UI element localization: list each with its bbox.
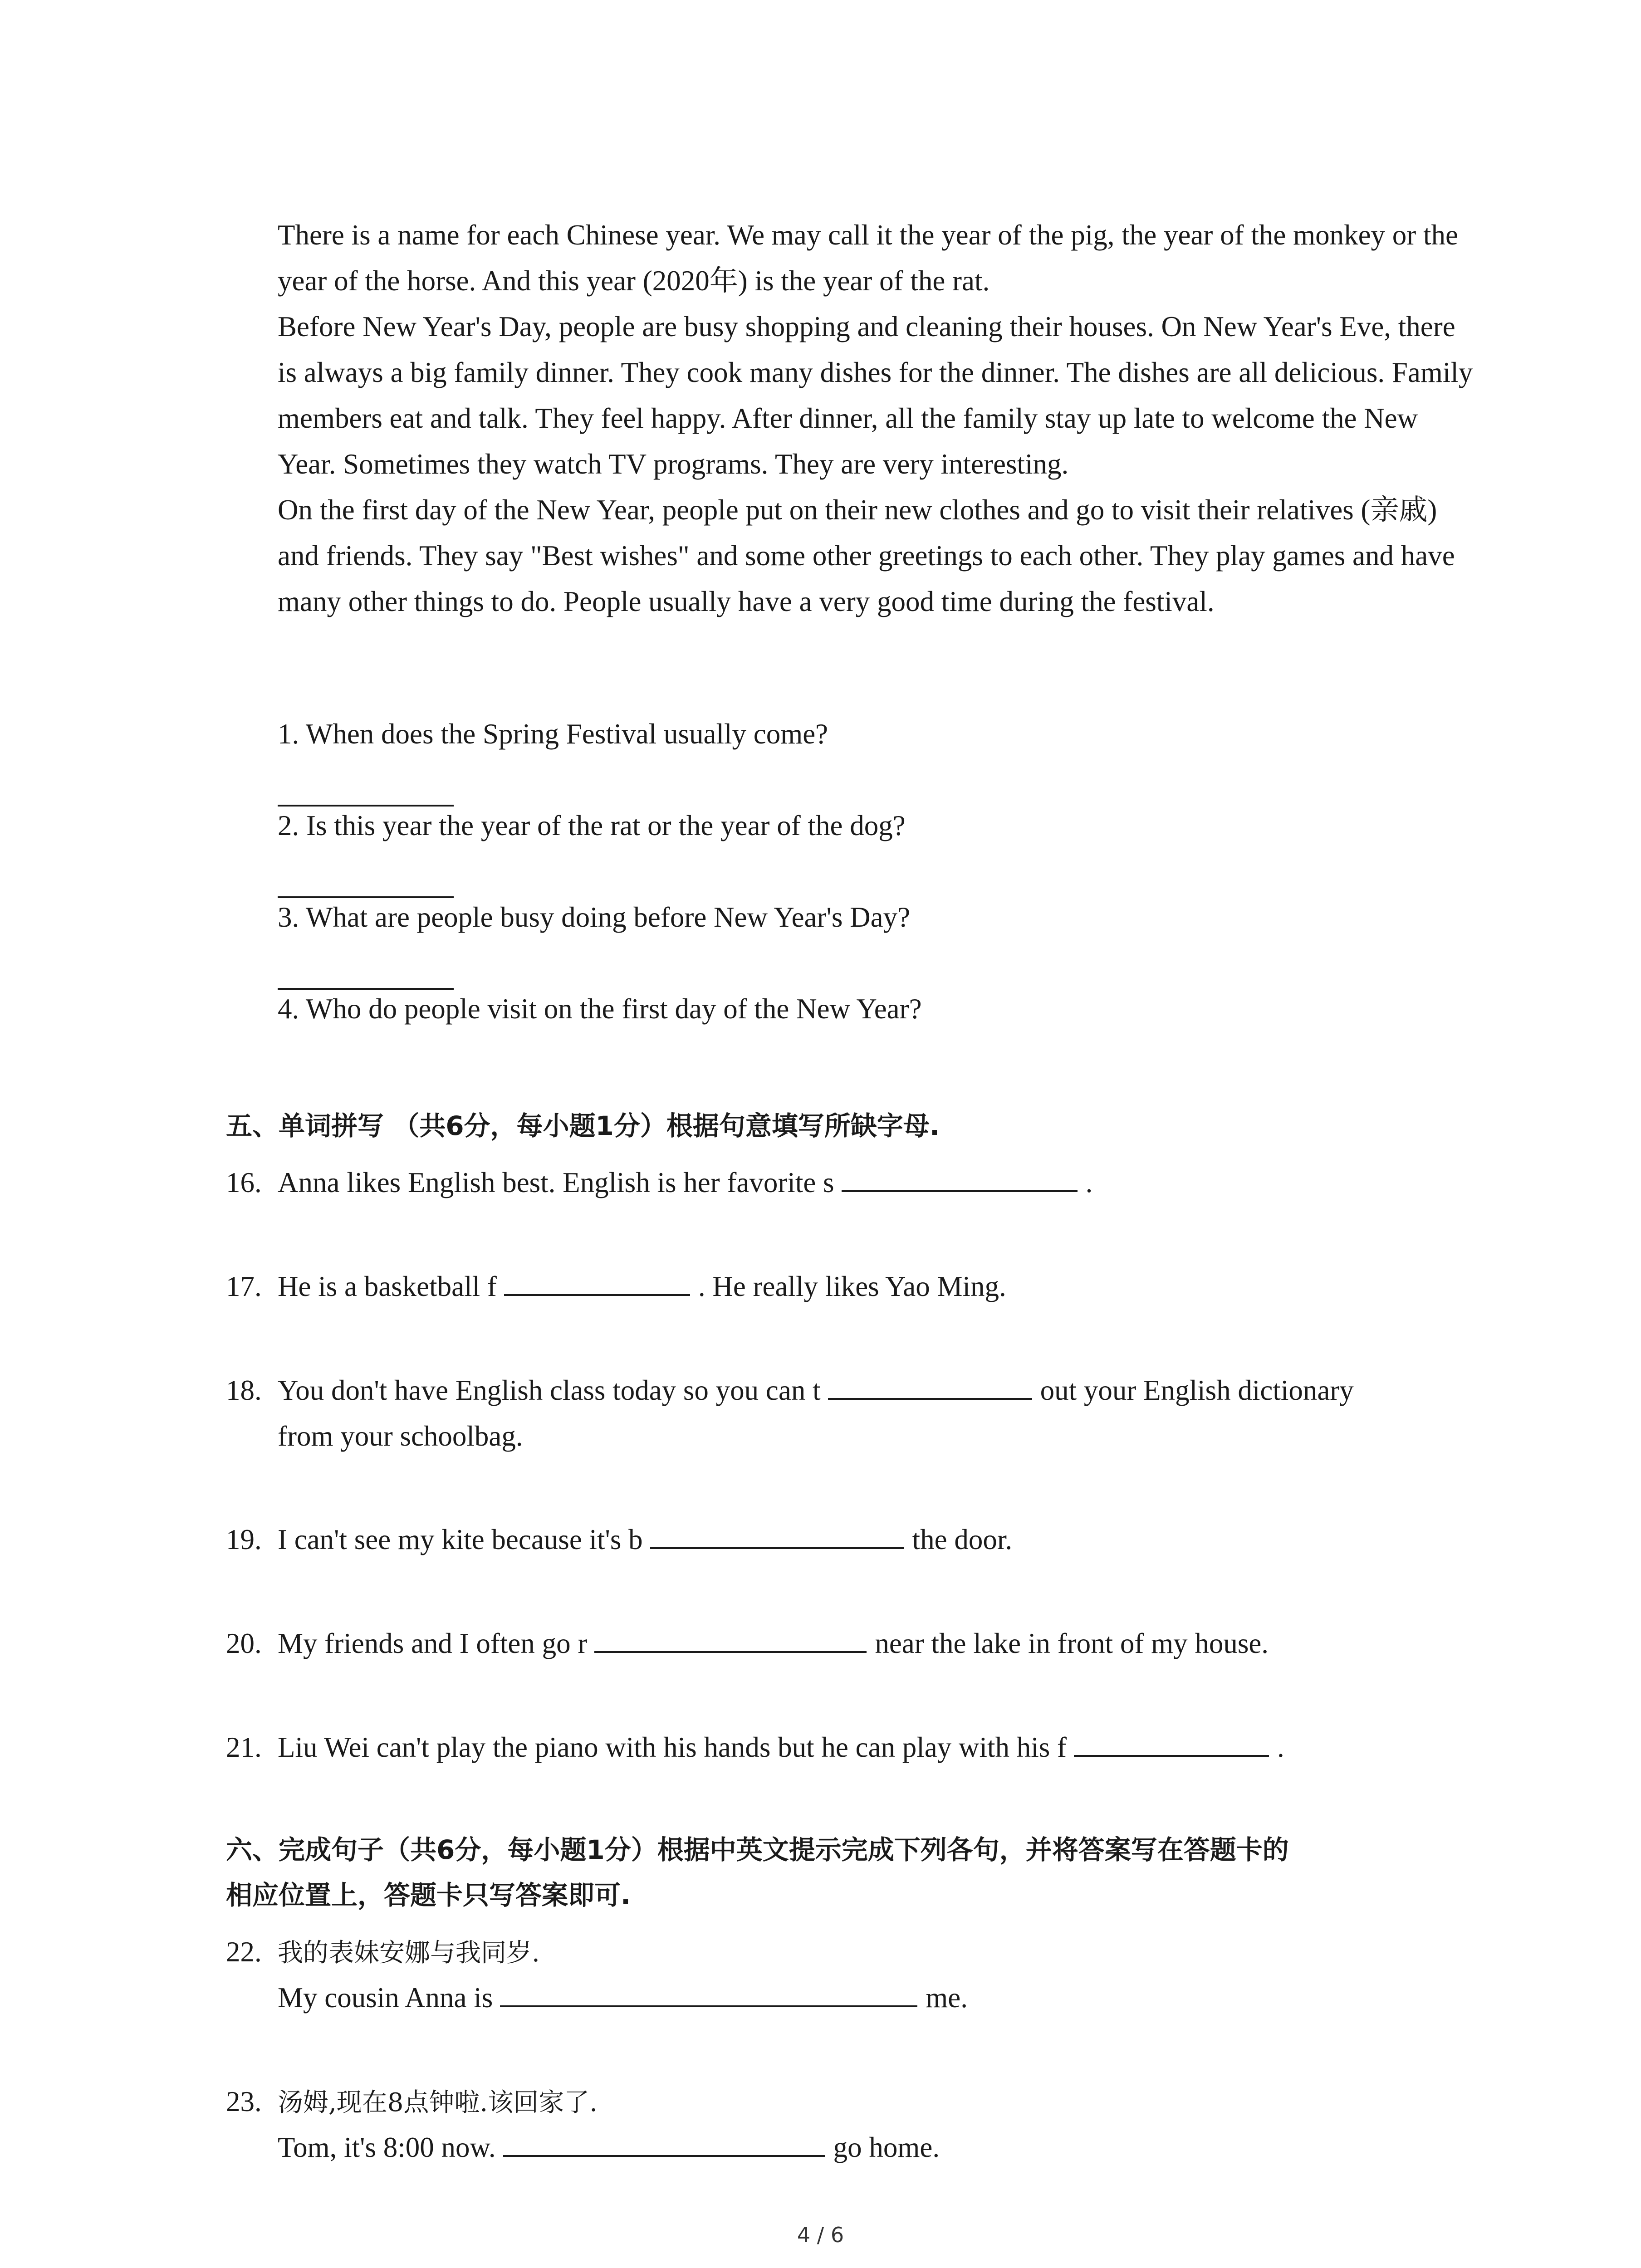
question-text: You don't have English class today so you can t <box>278 1374 821 1406</box>
page-number: 4 / 6 <box>797 2223 844 2247</box>
section-6-title-line-2: 相应位置上，答题卡只写答案即可. <box>226 1880 631 1911</box>
question-number: 19. <box>226 1524 262 1555</box>
question-19 <box>226 1517 1012 1563</box>
question-16 <box>226 1160 1092 1206</box>
question-text-end: . <box>1085 1167 1093 1198</box>
question-22-sentence <box>278 1975 968 2021</box>
question-number: 20. <box>226 1628 262 1659</box>
question-text: He is a basketball f <box>278 1271 497 1302</box>
question-number: 23. <box>226 2086 262 2117</box>
question-number: 17. <box>226 1271 262 1302</box>
answer-blank[interactable] <box>842 1168 1078 1192</box>
chinese-prompt: 我的表妹安娜与我同岁. <box>278 1938 540 1968</box>
question-20 <box>226 1621 1269 1667</box>
question-text-end: the door. <box>912 1524 1013 1555</box>
answer-blank[interactable] <box>1074 1732 1269 1757</box>
reading-question-4: 4. Who do people visit on the first day of the New Year? <box>278 993 922 1025</box>
reading-question-1: 1. When does the Spring Festival usually come? <box>278 718 828 750</box>
question-number: 22. <box>226 1936 262 1968</box>
sentence-text: My cousin Anna is <box>278 1982 493 2014</box>
question-23 <box>226 2079 598 2126</box>
question-21 <box>226 1725 1284 1770</box>
question-number: 16. <box>226 1167 262 1198</box>
answer-blank[interactable] <box>504 1271 690 1296</box>
question-17 <box>226 1264 1006 1310</box>
question-text: My friends and I often go r <box>278 1628 588 1659</box>
question-text-end: . He really likes Yao Ming. <box>698 1271 1006 1302</box>
answer-blank[interactable] <box>503 2132 825 2157</box>
question-18 <box>226 1368 1354 1413</box>
question-text: Anna likes English best. English is her favorite s <box>278 1167 834 1198</box>
question-text: I can't see my kite because it's b <box>278 1524 643 1555</box>
question-18-continuation: from your schoolbag. <box>278 1420 523 1452</box>
answer-blank[interactable] <box>594 1628 867 1653</box>
question-text-end: out your English dictionary <box>1040 1374 1354 1406</box>
reading-question-3: 3. What are people busy doing before New Year's Day? <box>278 901 911 933</box>
question-text-end: . <box>1277 1731 1284 1763</box>
section-5-title: 五、单词拼写 （共6分，每小题1分）根据句意填写所缺字母. <box>226 1110 940 1141</box>
question-22 <box>226 1929 540 1976</box>
question-number: 18. <box>226 1374 262 1406</box>
passage-paragraph-3: On the first day of the New Year, people put on their new clothes and go to visit their relatives (亲戚) and friends. They say "Best wishes" and some other greetings to each other. They play games and have many other things to do. People usually have a very good time during the festival. <box>278 494 1455 617</box>
passage-paragraph-1: There is a name for each Chinese year. We may call it the year of the pig, the year of the monkey or the year of the horse. And this year (2020年) is the year of the rat. <box>278 219 1458 297</box>
answer-blank[interactable] <box>650 1525 904 1549</box>
passage-paragraph-2: Before New Year's Day, people are busy shopping and cleaning their houses. On New Year's Eve, there is always a big family dinner. They cook many dishes for the dinner. The dishes are all delicious. Family members eat and talk. They feel happy. After dinner, all the family stay up late to welcome the New Year. Sometimes they watch TV programs. They are very interesting. <box>278 311 1473 480</box>
question-number: 21. <box>226 1731 262 1763</box>
sentence-text-end: go home. <box>833 2131 940 2163</box>
section-6-title-line-1: 六、完成句子（共6分，每小题1分）根据中英文提示完成下列各句，并将答案写在答题卡的 <box>226 1834 1289 1865</box>
answer-blank[interactable] <box>828 1375 1032 1400</box>
answer-blank[interactable] <box>500 1983 917 2007</box>
question-text: Liu Wei can't play the piano with his hands but he can play with his f <box>278 1731 1067 1763</box>
reading-question-2: 2. Is this year the year of the rat or the year of the dog? <box>278 810 906 841</box>
chinese-prompt: 汤姆,现在8点钟啦.该回家了. <box>278 2088 598 2117</box>
question-text-end: near the lake in front of my house. <box>875 1628 1269 1659</box>
sentence-text: Tom, it's 8:00 now. <box>278 2131 496 2163</box>
question-23-sentence <box>278 2125 940 2170</box>
sentence-text-end: me. <box>926 1982 968 2014</box>
